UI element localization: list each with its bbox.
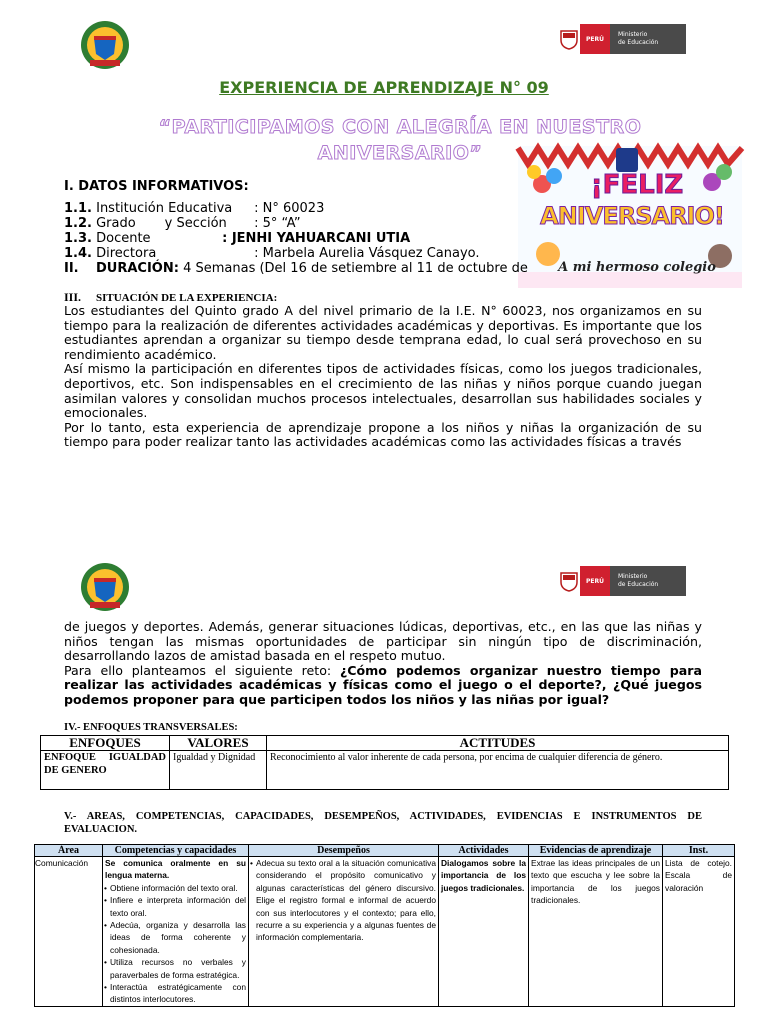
table-row bbox=[35, 857, 735, 1007]
col-actitudes: ACTITUDES bbox=[267, 736, 729, 751]
list-item: • Obtiene información del texto oral. bbox=[105, 882, 246, 894]
col-evidencias: Evidencias de aprendizaje bbox=[529, 845, 663, 857]
competencia-title: Se comunica oralmente en su lengua materna. bbox=[105, 858, 246, 881]
competencias-cell bbox=[103, 857, 249, 1007]
situacion-p5: Para ello planteamos el siguiente reto: ¿Cómo podemos organizar nuestro tiempo para realizar las actividades académicas y físicas como el juego o el deporte?, ¿Qué juegos podemos proponer para que participen todos los niños y las niñas por igual? bbox=[64, 662, 702, 707]
situacion-p4: de juegos y deportes. Además, generar situaciones lúdicas, deportivas, etc., en las que las niñas y niños tengan las mismas oportunidades de participar sin ningún tipo de discriminación, desarrollando lazos de amistad basada en el respeto mutuo. bbox=[64, 619, 702, 664]
ministry-country: PERÚ bbox=[580, 24, 610, 54]
areas-table bbox=[34, 844, 735, 1007]
valor-cell: Igualdad y Dignidad bbox=[170, 751, 267, 790]
ministry-name: Ministerio de Educación bbox=[610, 24, 686, 54]
situacion-text bbox=[64, 304, 702, 450]
evidencias-cell: Extrae las ideas principales de un texto que escucha y lee sobre la importancia de los juegos tradicionales. bbox=[529, 857, 663, 1007]
situacion-p2: Así mismo la participación en diferentes tipos de actividades físicas, como los juegos tradicionales, deportivos, etc. Son indispensables en el crecimiento de las niñas y niños porque cuando juegan asimilan valores y consolidan muchos procesos intelectuales, desarrollan sus habilidades sociales y emocionales. bbox=[64, 361, 702, 421]
school-logo-page2 bbox=[80, 562, 130, 612]
list-item: • Infiere e interpreta información del texto oral. bbox=[105, 894, 246, 919]
duracion-row: II. DURACIÓN: 4 Semanas (Del 16 de setiembre al 11 de octubre de bbox=[64, 261, 528, 276]
school-logo bbox=[80, 20, 130, 70]
peru-shield-icon bbox=[558, 570, 580, 592]
col-instrumentos: Inst. bbox=[663, 845, 735, 857]
capacidades-list bbox=[105, 882, 246, 1006]
situacion-heading: III. SITUACIÓN DE LA EXPERIENCIA: bbox=[64, 290, 278, 304]
col-area: Área bbox=[35, 845, 103, 857]
datos-row-4: 1.4. Directora : Marbela Aurelia Vásquez Canayo. bbox=[64, 246, 480, 261]
list-item: • Adecúa, organiza y desarrolla las ideas de forma coherente y cohesionada. bbox=[105, 919, 246, 956]
col-actividades: Actividades bbox=[439, 845, 529, 857]
situacion-p3: Por lo tanto, esta experiencia de aprendizaje propone a los niños y niñas la organización de su tiempo para poder realizar tanto las actividades académicas como las actividades físicas a través bbox=[64, 419, 702, 450]
table-row bbox=[41, 751, 729, 790]
datos-row-1: 1.1. Institución Educativa : N° 60023 bbox=[64, 201, 325, 216]
banner-line1: ¡FELIZ bbox=[590, 170, 684, 200]
datos-row-2: 1.2. Grado y Sección : 5° “A” bbox=[64, 216, 301, 231]
situacion-p1: Los estudiantes del Quinto grado A del nivel primario de la I.E. N° 60023, nos organizamos en su tiempo para la realización de diferentes actividades académicas y deportivas. Es importante que los estudiantes aprendan a organizar su tiempo desde temprana edad, lo cual será provechoso en su rendimiento académico. bbox=[64, 303, 702, 362]
datos-heading: I. DATOS INFORMATIVOS: bbox=[64, 179, 249, 194]
actividades-cell: Dialogamos sobre la importancia de los juegos tradicionales. bbox=[439, 857, 529, 1007]
desempenos-cell bbox=[249, 857, 439, 1007]
list-item: • Interactúa estratégicamente con distintos interlocutores. bbox=[105, 981, 246, 1006]
ministry-logo bbox=[558, 24, 686, 54]
document-title: EXPERIENCIA DE APRENDIZAJE N° 09 bbox=[219, 78, 549, 97]
situacion-text-continued bbox=[64, 620, 702, 708]
ministry-name: Ministerio de Educación bbox=[610, 566, 686, 596]
banner-caption: A mi hermoso colegio bbox=[558, 260, 716, 275]
col-competencias: Competencias y capacidades bbox=[103, 845, 249, 857]
ministry-country: PERÚ bbox=[580, 566, 610, 596]
areas-header-row bbox=[35, 845, 735, 857]
list-item: • Utiliza recursos no verbales y paraverbales de forma estratégica. bbox=[105, 956, 246, 981]
actitud-cell: Reconocimiento al valor inherente de cada persona, por encima de cualquier diferencia de género. bbox=[267, 751, 729, 790]
col-enfoques: ENFOQUES bbox=[41, 736, 170, 751]
areas-heading: V.- AREAS, COMPETENCIAS, CAPACIDADES, DESEMPEÑOS, ACTIVIDADES, EVIDENCIAS E INSTRUMENTOS DE EVALUACION. bbox=[64, 811, 702, 835]
enfoques-table bbox=[40, 735, 729, 790]
document-subtitle: “PARTICIPAMOS CON ALEGRÍA EN NUESTRO ANIVERSARIO” bbox=[158, 116, 642, 164]
peru-shield-icon bbox=[558, 28, 580, 50]
anniversary-banner bbox=[518, 146, 742, 288]
area-cell: Comunicación bbox=[35, 857, 103, 1007]
datos-row-3: 1.3. Docente : JENHI YAHUARCANI UTIA bbox=[64, 231, 411, 246]
enfoque-cell: ENFOQUE IGUALDAD DE GENERO bbox=[41, 751, 170, 790]
list-item: • Adecua su texto oral a la situación comunicativa considerando el propósito comunicativo y algunas características del género discursivo. Elige el registro formal e informal de acuerdo con sus interlocutores y el contexto; para ello, recurre a su experiencia y a algunas fuentes de información complementaria. bbox=[251, 857, 436, 944]
col-valores: VALORES bbox=[170, 736, 267, 751]
instrumentos-cell: Lista de cotejo. Escala de valoración bbox=[663, 857, 735, 1007]
ministry-logo-page2 bbox=[558, 566, 686, 596]
enfoques-header-row bbox=[41, 736, 729, 751]
col-desempenos: Desempeños bbox=[249, 845, 439, 857]
banner-line2: ANIVERSARIO! bbox=[540, 202, 724, 230]
enfoques-heading: IV.- ENFOQUES TRANSVERSALES: bbox=[64, 722, 238, 733]
